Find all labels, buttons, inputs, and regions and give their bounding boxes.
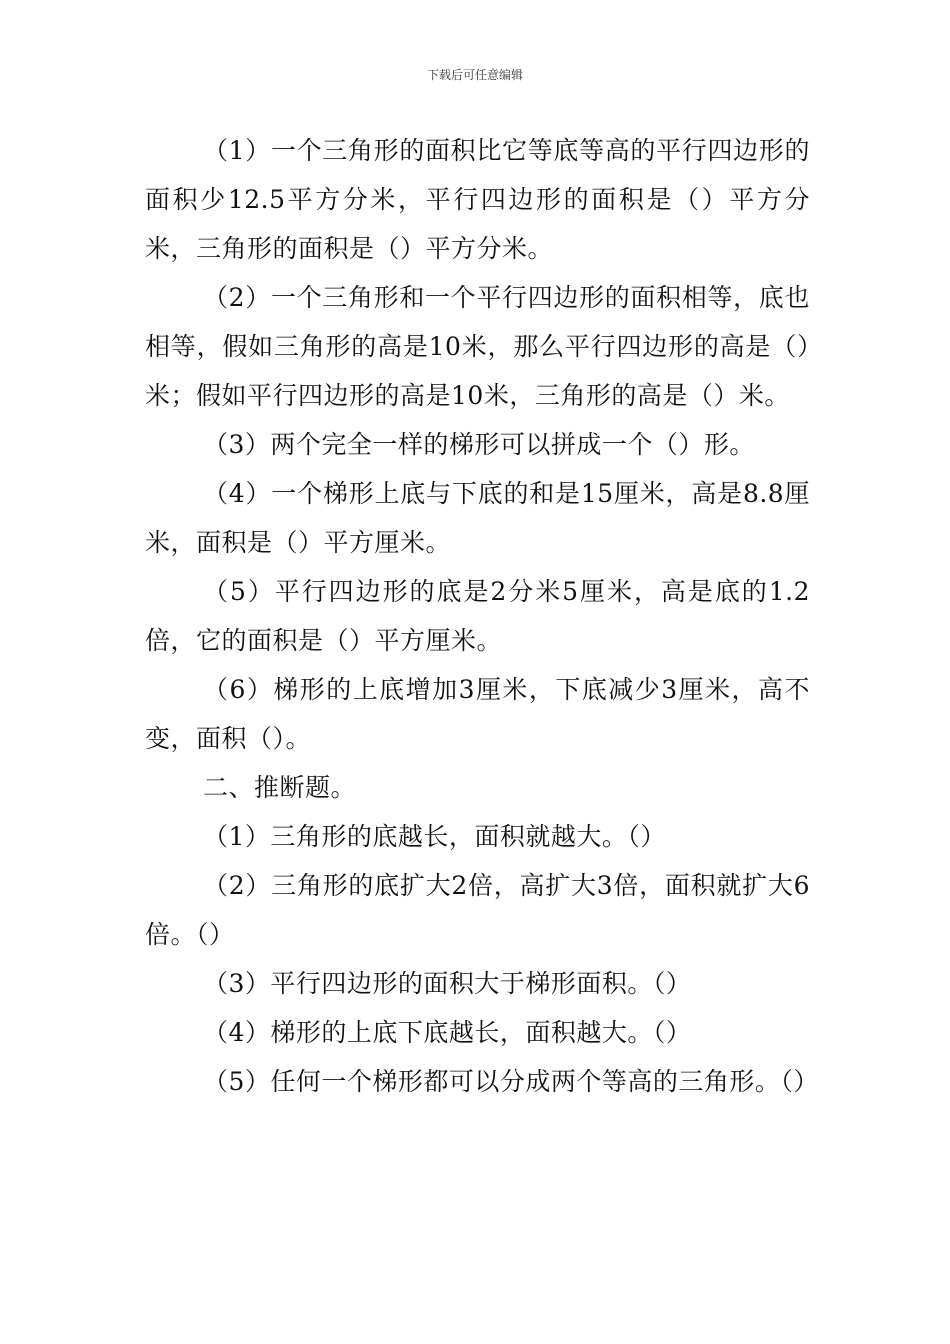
question-fill-2: （2）一个三角形和一个平行四边形的面积相等，底也相等，假如三角形的高是10米，那么平行四边形的高是（）米；假如平行四边形的高是10米，三角形的高是（）米。 <box>145 283 810 410</box>
question-fill-3: （3）两个完全一样的梯形可以拼成一个（）形。 <box>203 430 755 459</box>
section-heading-judgement: 二、推断题。 <box>203 773 357 802</box>
question-judge-5: （5）任何一个梯形都可以分成两个等高的三角形。（） <box>203 1067 819 1096</box>
question-fill-6: （6）梯形的上底增加3厘米，下底减少3厘米，高不变，面积（）。 <box>145 675 810 753</box>
question-fill-5: （5）平行四边形的底是2分米5厘米，高是底的1.2倍，它的面积是（）平方厘米。 <box>145 577 810 655</box>
page-header: 下载后可任意编辑 <box>426 68 523 82</box>
question-judge-3: （3）平行四边形的面积大于梯形面积。（） <box>203 969 692 998</box>
question-fill-1: （1）一个三角形的面积比它等底等高的平行四边形的面积少12.5平方分米，平行四边形的面积是（）平方分米，三角形的面积是（）平方分米。 <box>145 136 810 263</box>
question-judge-4: （4）梯形的上底下底越长，面积越大。（） <box>203 1018 692 1047</box>
question-fill-4: （4）一个梯形上底与下底的和是15厘米，高是8.8厘米，面积是（）平方厘米。 <box>145 479 810 557</box>
question-judge-1: （1）三角形的底越长，面积就越大。（） <box>203 822 666 851</box>
document-body <box>145 126 819 1106</box>
question-judge-2: （2）三角形的底扩大2倍，高扩大3倍，面积就扩大6倍。（） <box>145 871 810 949</box>
